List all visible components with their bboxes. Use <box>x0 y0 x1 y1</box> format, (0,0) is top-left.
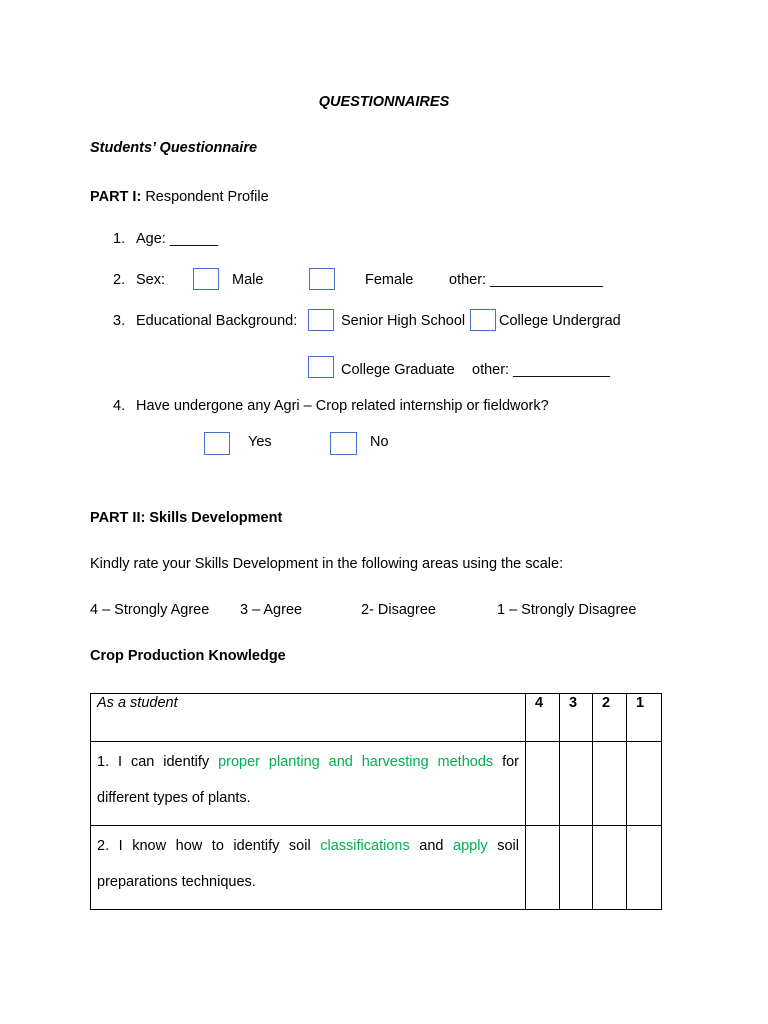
q3-label: Educational Background: <box>136 313 298 329</box>
item2-highlight-2: apply <box>453 838 488 854</box>
item-text-1 <box>91 742 526 826</box>
rating-cell-2-1[interactable] <box>627 826 662 910</box>
scale-item-1: 1 – Strongly Disagree <box>497 602 637 618</box>
female-checkbox[interactable] <box>309 268 335 290</box>
item1-text-c: for different types of plants. <box>97 754 519 806</box>
yes-checkbox[interactable] <box>204 432 230 455</box>
college-undergrad-label: College Undergrad <box>499 313 621 329</box>
yes-label: Yes <box>248 434 272 450</box>
header-col-4: 4 <box>526 694 560 742</box>
rating-cell-1-1[interactable] <box>627 742 662 826</box>
q2-number: 2. <box>113 272 126 288</box>
male-checkbox[interactable] <box>193 268 219 290</box>
education-other-field[interactable]: other: ____________ <box>472 362 610 378</box>
subtitle: Students’ Questionnaire <box>90 140 258 156</box>
scale-item-4: 4 – Strongly Agree <box>90 602 210 618</box>
q2-label: Sex: <box>136 272 166 288</box>
q4-number: 4. <box>113 398 126 414</box>
item2-highlight-1: classifications <box>320 838 410 854</box>
rating-cell-2-2[interactable] <box>593 826 627 910</box>
section-heading: Crop Production Knowledge <box>90 648 286 664</box>
scale-item-2: 2- Disagree <box>361 602 436 618</box>
rating-cell-2-4[interactable] <box>526 826 560 910</box>
item1-highlight: proper planting and harvesting methods <box>218 754 494 770</box>
scale-item-3: 3 – Agree <box>240 602 303 618</box>
part1-label: PART I: <box>90 189 142 205</box>
college-undergrad-checkbox[interactable] <box>470 309 496 331</box>
rating-cell-1-3[interactable] <box>560 742 593 826</box>
sex-other-field[interactable]: other: ______________ <box>449 272 604 288</box>
item2-text-c: and <box>409 838 454 854</box>
college-graduate-checkbox[interactable] <box>308 356 334 378</box>
male-label: Male <box>232 272 264 288</box>
table-header-row <box>91 694 662 742</box>
no-label: No <box>370 434 389 450</box>
senior-high-label: Senior High School <box>341 313 466 329</box>
senior-high-checkbox[interactable] <box>308 309 334 331</box>
q4-label: Have undergone any Agri – Crop related internship or fieldwork? <box>136 398 549 414</box>
rating-cell-1-4[interactable] <box>526 742 560 826</box>
rating-table <box>90 693 662 910</box>
part1-heading <box>90 189 269 205</box>
female-label: Female <box>365 272 414 288</box>
item1-text-a: 1. I can identify <box>97 754 219 770</box>
item-text-2 <box>91 826 526 910</box>
table-row <box>91 826 662 910</box>
table-row <box>91 742 662 826</box>
header-cell: As a student <box>91 694 526 742</box>
header-col-2: 2 <box>593 694 627 742</box>
college-graduate-label: College Graduate <box>341 362 455 378</box>
part2-heading: PART II: Skills Development <box>90 510 283 526</box>
page-title: QUESTIONNAIRES <box>318 94 450 110</box>
q1-number: 1. <box>113 231 126 247</box>
no-checkbox[interactable] <box>330 432 357 455</box>
rating-instruction: Kindly rate your Skills Development in the following areas using the scale: <box>90 556 564 572</box>
header-col-1: 1 <box>627 694 662 742</box>
q1-age: Age: ______ <box>136 231 219 247</box>
rating-cell-1-2[interactable] <box>593 742 627 826</box>
item2-text-e: soil preparations techniques. <box>97 838 519 890</box>
item2-text-a: 2. I know how to identify soil <box>97 838 321 854</box>
header-col-3: 3 <box>560 694 593 742</box>
rating-cell-2-3[interactable] <box>560 826 593 910</box>
q3-number: 3. <box>113 313 126 329</box>
part1-title: Respondent Profile <box>145 189 269 205</box>
